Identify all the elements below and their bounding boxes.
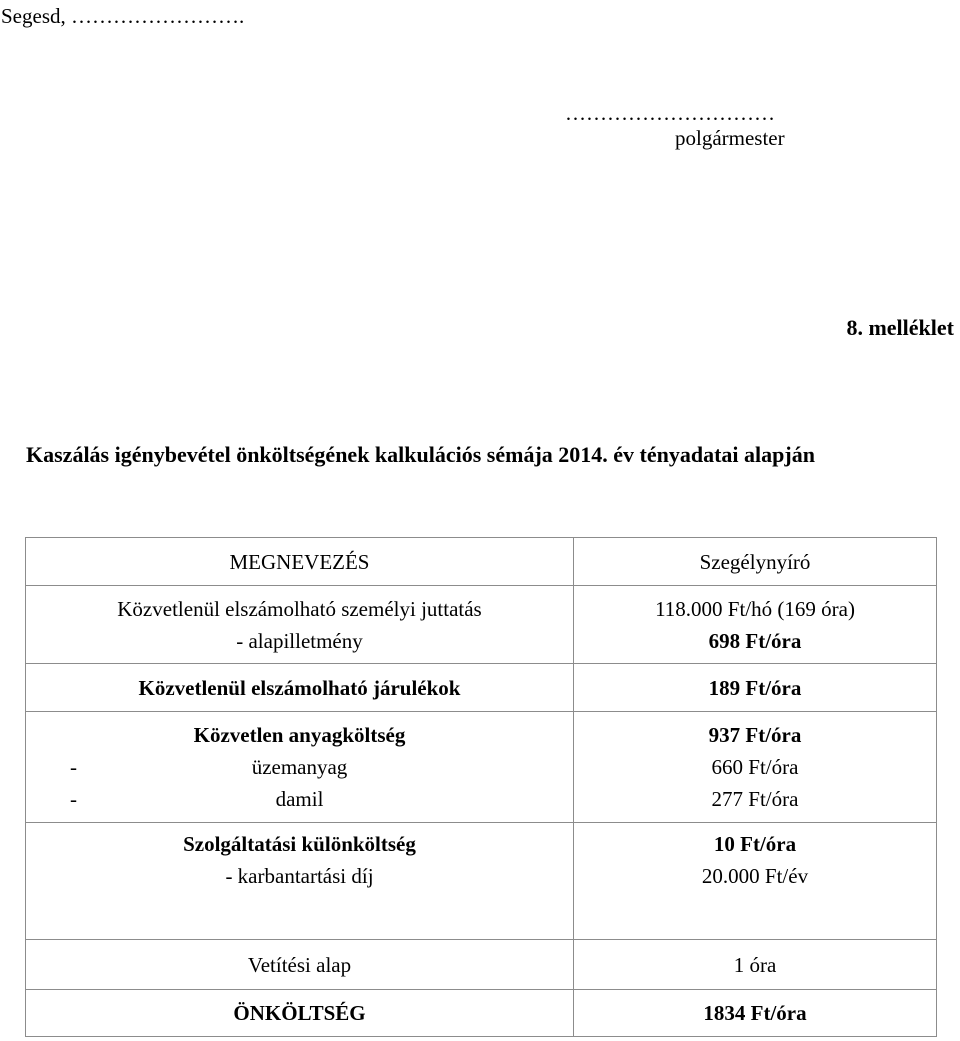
personal-value: 118.000 Ft/hó (169 óra) [655,596,855,621]
cost-calculation-table [25,537,937,1037]
services-name: Szolgáltatási különköltség [183,832,416,856]
document-title: Kaszálás igénybevétel önköltségének kalkulációs sémája 2014. év tényadatai alapján [26,442,815,467]
cost-value: 1834 Ft/óra [703,1001,807,1025]
personal-name-cell [26,586,574,664]
materials-line-line [26,783,573,815]
materials-fuel-line [26,751,573,783]
basis-value: 1 óra [733,952,777,977]
services-sub-value: 20.000 Ft/év [701,864,809,888]
signature-dots: ………………………… [565,101,775,125]
contributions-value: 189 Ft/óra [708,675,802,700]
contributions-name: Közvetlenül elszámolható járulékok [138,675,461,700]
basis-name: Vetítési alap [247,952,352,977]
services-sub: - karbantartási díj [225,864,374,888]
basis-name-cell [26,940,574,990]
signature-title: polgármester [675,126,785,150]
personal-value-cell [574,586,937,664]
cost-value-cell [574,990,937,1037]
materials-name-cell [26,712,574,823]
annex-label: 8. melléklet [846,315,954,340]
personal-sub: - alapilletmény [236,628,363,653]
header-machine-cell [574,538,937,586]
table-row-personal [26,586,937,664]
place-date-line: Segesd, ……………………. [1,4,245,28]
header-machine: Szegélynyíró [699,549,811,574]
basis-value-cell [574,940,937,990]
materials-line-value: 277 Ft/óra [711,787,799,811]
services-name-cell [26,823,574,940]
header-name-cell [26,538,574,586]
materials-name: Közvetlen anyagköltség [193,723,406,747]
table-row-cost [26,990,937,1037]
materials-line: damil [275,787,324,811]
personal-sub-value: 698 Ft/óra [708,628,802,653]
header-name: MEGNEVEZÉS [229,549,370,574]
materials-fuel-value: 660 Ft/óra [711,755,799,779]
materials-value-cell [574,712,937,823]
personal-name: Közvetlenül elszámolható személyi juttatás [117,596,482,621]
cost-name-cell [26,990,574,1037]
dash-mark: - [70,755,77,779]
materials-fuel: üzemanyag [251,755,348,779]
contributions-name-cell [26,664,574,712]
table-row-basis [26,940,937,990]
table-header-row [26,538,937,586]
services-value: 10 Ft/óra [713,832,797,856]
table-row-contributions [26,664,937,712]
contributions-value-cell [574,664,937,712]
services-value-cell [574,823,937,940]
cost-name: ÖNKÖLTSÉG [233,1001,366,1025]
table-row-services [26,823,937,940]
dash-mark: - [70,787,77,811]
table-row-materials [26,712,937,823]
materials-value: 937 Ft/óra [708,723,802,747]
